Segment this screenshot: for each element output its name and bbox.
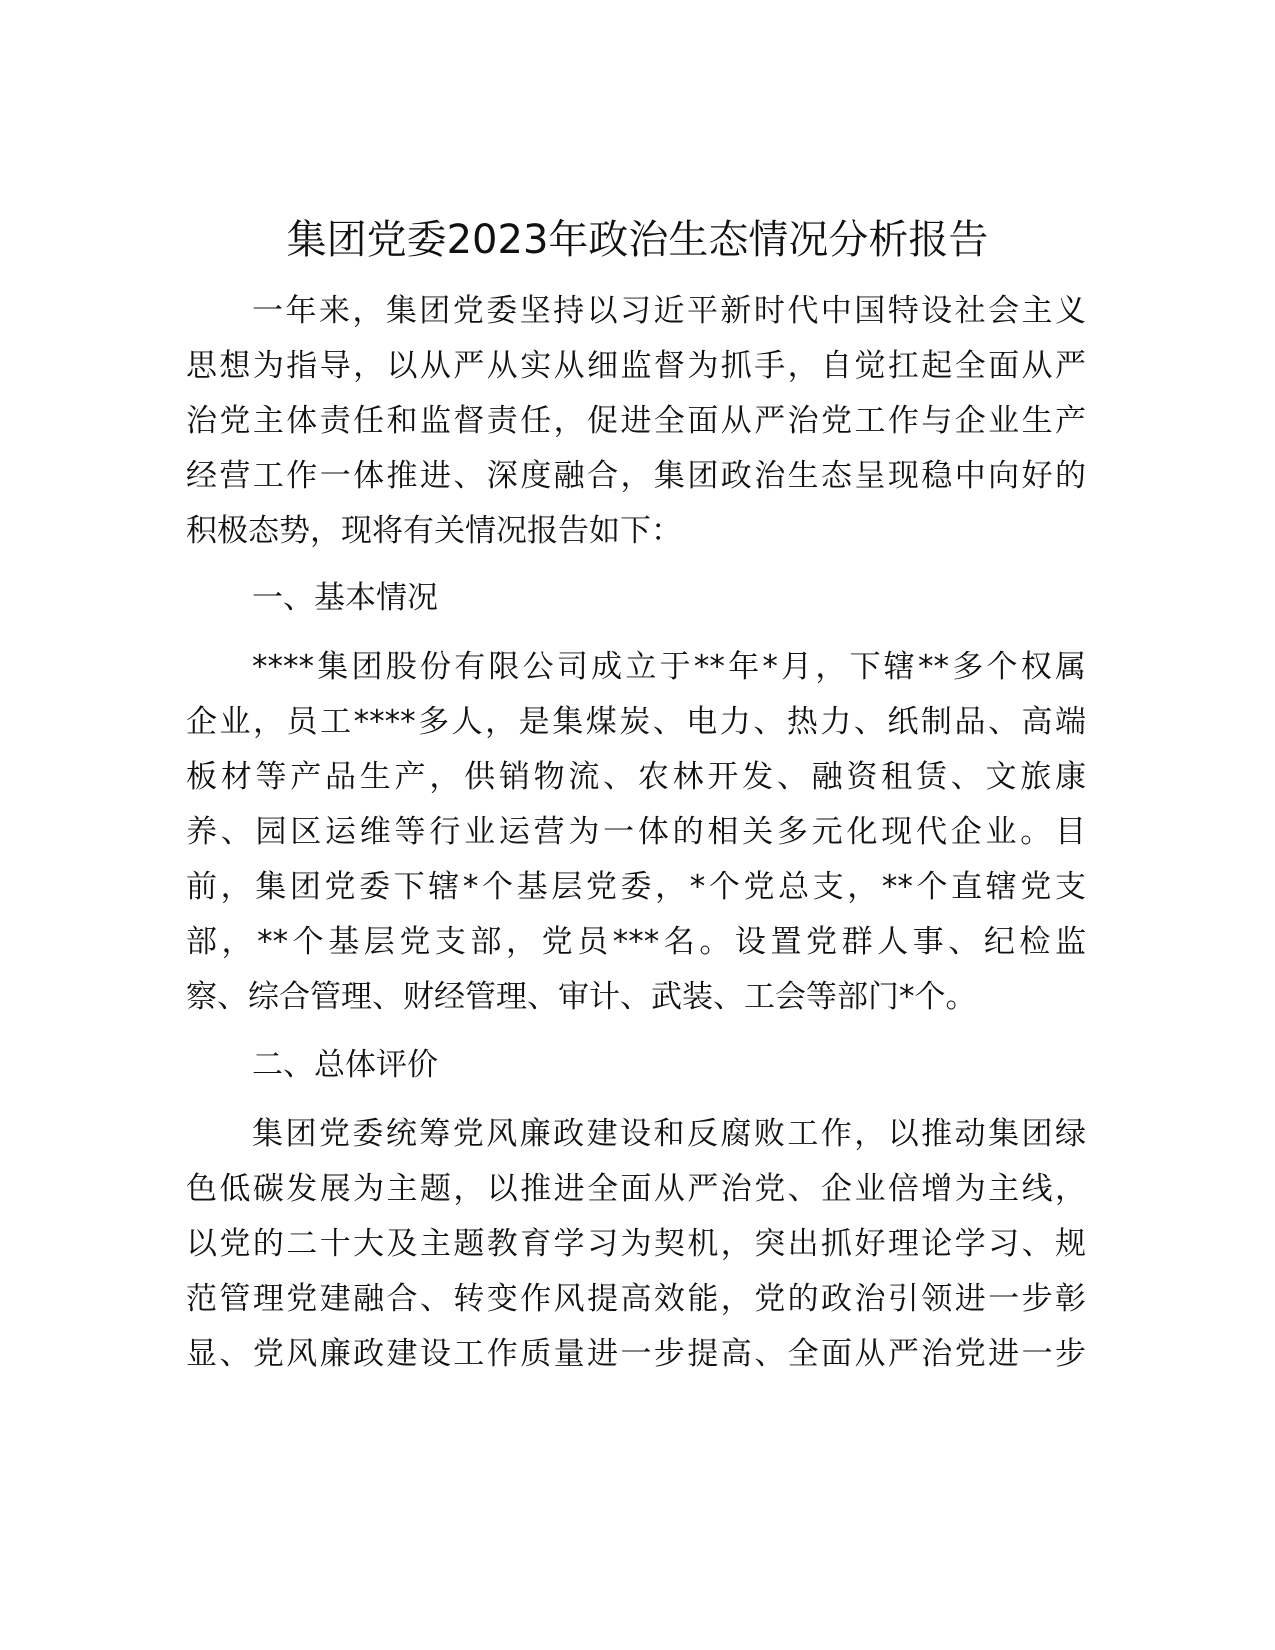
- paragraph-line: 部，**个基层党支部，党员***名。设置党群人事、纪检监: [186, 924, 1086, 960]
- paragraph-line: 集团党委统筹党风廉政建设和反腐败工作，以推动集团绿: [252, 1116, 1086, 1152]
- paragraph-line: 养、园区运维等行业运营为一体的相关多元化现代企业。目: [186, 814, 1086, 850]
- paragraph-line: 治党主体责任和监督责任，促进全面从严治党工作与企业生产: [186, 403, 1086, 439]
- paragraph-line: ****集团股份有限公司成立于**年*月，下辖**多个权属: [252, 649, 1086, 685]
- paragraph-line: 以党的二十大及主题教育学习为契机，突出抓好理论学习、规: [186, 1226, 1086, 1262]
- paragraph-line: 积极态势，现将有关情况报告如下：: [186, 513, 682, 549]
- paragraph-line: 经营工作一体推进、深度融合，集团政治生态呈现稳中向好的: [186, 458, 1086, 494]
- paragraph-line: 前，集团党委下辖*个基层党委，*个党总支，**个直辖党支: [186, 869, 1086, 905]
- document-title: 集团党委2023年政治生态情况分析报告: [286, 217, 989, 263]
- section-heading: 一、基本情况: [252, 580, 438, 616]
- paragraph-line: 企业，员工****多人，是集煤炭、电力、热力、纸制品、高端: [186, 704, 1086, 740]
- paragraph-line: 察、综合管理、财经管理、审计、武装、工会等部门*个。: [186, 979, 977, 1015]
- paragraph-line: 板材等产品生产，供销物流、农林开发、融资租赁、文旅康: [186, 759, 1086, 795]
- paragraph-line: 一年来，集团党委坚持以习近平新时代中国特设社会主义: [252, 293, 1086, 329]
- paragraph-line: 显、党风廉政建设工作质量进一步提高、全面从严治党进一步: [186, 1336, 1086, 1372]
- paragraph-line: 范管理党建融合、转变作风提高效能，党的政治引领进一步彰: [186, 1281, 1086, 1317]
- paragraph-line: 色低碳发展为主题，以推进全面从严治党、企业倍增为主线，: [186, 1171, 1086, 1207]
- paragraph-line: 思想为指导，以从严从实从细监督为抓手，自觉扛起全面从严: [186, 348, 1086, 384]
- section-heading: 二、总体评价: [252, 1047, 438, 1083]
